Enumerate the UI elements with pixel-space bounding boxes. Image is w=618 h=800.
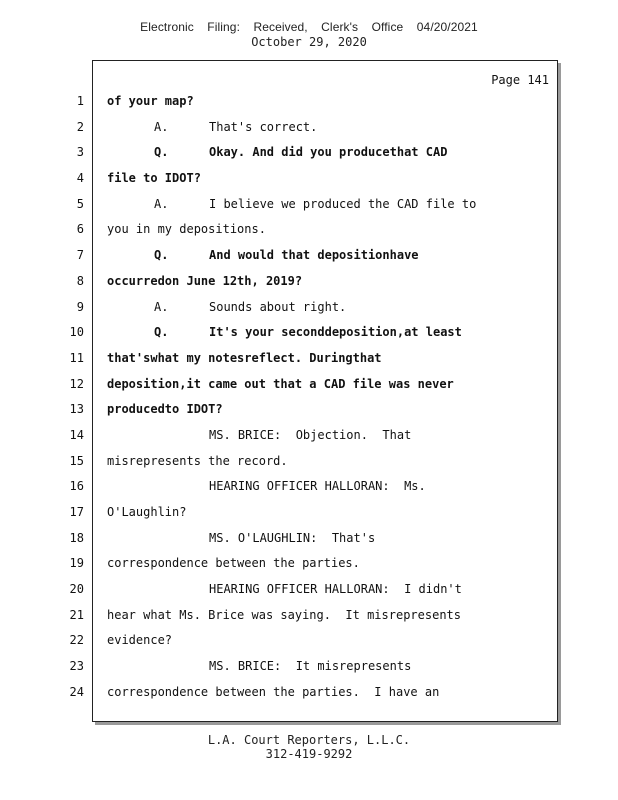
line-number: 3 <box>76 145 84 160</box>
transcript-line <box>107 320 552 346</box>
line-number: 21 <box>69 607 84 622</box>
line-text: And would that depositionhave <box>209 248 419 263</box>
reporter-company: L.A. Court Reporters, L.L.C. <box>207 733 411 747</box>
transcript-line <box>107 243 552 269</box>
filing-stamp-word: Filing: <box>207 20 241 34</box>
transcript-line <box>107 166 552 192</box>
transcript-line <box>107 269 552 295</box>
line-number: 13 <box>69 402 84 417</box>
line-number: 19 <box>69 556 84 571</box>
page-number: Page 141 <box>491 73 549 87</box>
line-text: of your map? <box>107 94 194 108</box>
line-text: misrepresents the record. <box>107 453 288 468</box>
transcript-line <box>107 449 552 475</box>
line-text: It's your seconddeposition,at least <box>209 325 462 340</box>
line-number: 1 <box>76 94 84 108</box>
page-footer <box>0 733 618 761</box>
transcript-date: October 29, 2020 <box>251 35 367 49</box>
speaker-tag: Q. <box>154 248 169 263</box>
line-number: 23 <box>69 659 84 674</box>
line-text: MS. BRICE: It misrepresents <box>209 659 412 674</box>
line-number: 4 <box>76 171 84 186</box>
transcript-line <box>107 115 552 141</box>
transcript-line <box>107 397 552 423</box>
line-number: 7 <box>76 248 84 263</box>
line-text: evidence? <box>107 633 173 648</box>
line-number: 24 <box>69 684 84 699</box>
line-text: occurredon June 12th, 2019? <box>107 273 303 288</box>
line-text: correspondence between the parties. <box>107 556 360 571</box>
line-text: MS. O'LAUGHLIN: That's <box>209 530 376 545</box>
line-text: file to IDOT? <box>107 171 201 186</box>
speaker-tag: A. <box>154 299 169 314</box>
transcript-line <box>107 89 552 115</box>
line-number: 5 <box>76 196 84 211</box>
line-text: HEARING OFFICER HALLORAN: Ms. <box>209 479 426 494</box>
transcript-line <box>107 577 552 603</box>
line-number: 6 <box>76 222 84 237</box>
line-number: 15 <box>69 453 84 468</box>
transcript-line <box>107 551 552 577</box>
line-number-column <box>0 89 86 706</box>
transcript-line <box>107 654 552 680</box>
transcript-line <box>107 217 552 243</box>
transcript-line <box>107 474 552 500</box>
transcript-line <box>107 423 552 449</box>
line-text: I believe we produced the CAD file to <box>209 196 477 211</box>
line-number: 17 <box>69 505 84 519</box>
transcript-line <box>107 192 552 218</box>
filing-stamp-word: Office <box>371 20 404 34</box>
transcript-line <box>107 680 552 706</box>
line-number: 16 <box>69 479 84 494</box>
line-number: 8 <box>76 273 84 288</box>
filing-stamp-word: Electronic <box>140 20 194 34</box>
line-number: 12 <box>69 376 84 391</box>
line-text: that'swhat my notesreflect. Duringthat <box>107 350 382 365</box>
line-number: 9 <box>76 299 84 314</box>
line-number: 20 <box>69 582 84 597</box>
transcript-text <box>107 89 552 706</box>
line-number: 14 <box>69 427 84 442</box>
line-number: 11 <box>69 350 84 365</box>
line-text: Okay. And did you producethat CAD <box>209 145 448 160</box>
filing-stamp <box>0 20 618 34</box>
line-text: That's correct. <box>209 119 318 134</box>
reporter-phone: 312-419-9292 <box>265 747 353 761</box>
transcript-line <box>107 526 552 552</box>
speaker-tag: A. <box>154 196 169 211</box>
line-number: 22 <box>69 633 84 648</box>
speaker-tag: A. <box>154 119 169 134</box>
speaker-tag: Q. <box>154 145 169 160</box>
line-number: 10 <box>69 325 84 340</box>
filing-stamp-word: 04/20/2021 <box>416 20 478 34</box>
line-text: producedto IDOT? <box>107 402 223 417</box>
transcript-line <box>107 500 552 526</box>
filing-stamp-word: Received, <box>253 20 308 34</box>
line-text: you in my depositions. <box>107 222 266 237</box>
speaker-tag: Q. <box>154 325 169 340</box>
line-text: hear what Ms. Brice was saying. It misrepresents <box>107 607 462 622</box>
line-text: correspondence between the parties. I have an <box>107 684 440 699</box>
transcript-line <box>107 346 552 372</box>
transcript-line <box>107 372 552 398</box>
transcript-line <box>107 295 552 321</box>
transcript-line <box>107 603 552 629</box>
transcript-line <box>107 140 552 166</box>
line-text: O'Laughlin? <box>107 505 187 519</box>
line-number: 18 <box>69 530 84 545</box>
line-text: Sounds about right. <box>209 299 347 314</box>
transcript-line <box>107 628 552 654</box>
filing-stamp-word: Clerk's <box>321 20 359 34</box>
line-number: 2 <box>76 119 84 134</box>
line-text: MS. BRICE: Objection. That <box>209 427 412 442</box>
line-text: HEARING OFFICER HALLORAN: I didn't <box>209 582 462 597</box>
line-text: deposition,it came out that a CAD file was never <box>107 376 454 391</box>
